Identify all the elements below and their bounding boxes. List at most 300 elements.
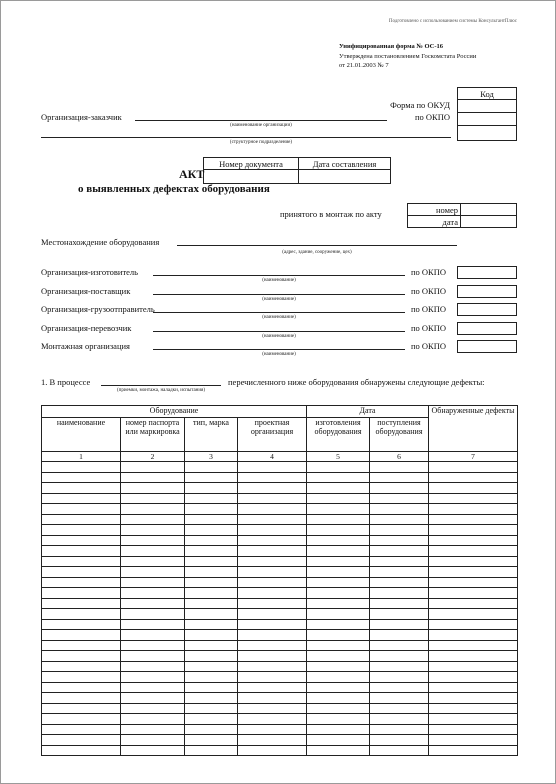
table-cell[interactable] (307, 588, 370, 599)
okud-field[interactable] (458, 100, 517, 113)
table-cell[interactable] (429, 651, 518, 662)
col-name-header: наименование (42, 418, 121, 452)
table-cell[interactable] (42, 640, 121, 651)
install-number-field[interactable] (461, 204, 517, 216)
table-cell[interactable] (370, 504, 429, 515)
table-cell[interactable] (429, 672, 518, 683)
table-cell[interactable] (238, 724, 307, 735)
table-cell[interactable] (429, 619, 518, 630)
table-cell[interactable] (121, 724, 185, 735)
table-cell[interactable] (42, 630, 121, 641)
org-label: Организация-грузоотправитель (41, 304, 155, 314)
defects-table (41, 405, 518, 756)
table-cell[interactable] (185, 546, 238, 557)
table-row (42, 714, 518, 725)
table-cell[interactable] (42, 682, 121, 693)
table-cell[interactable] (121, 682, 185, 693)
table-cell[interactable] (185, 567, 238, 578)
table-cell[interactable] (121, 525, 185, 536)
table-cell[interactable] (307, 640, 370, 651)
table-row (42, 735, 518, 746)
table-cell[interactable] (429, 577, 518, 588)
table-cell[interactable] (185, 651, 238, 662)
table-cell[interactable] (370, 640, 429, 651)
table-row (42, 619, 518, 630)
table-cell[interactable] (185, 525, 238, 536)
table-row (42, 693, 518, 704)
table-cell[interactable] (307, 609, 370, 620)
install-date-label: дата (408, 216, 461, 228)
table-cell[interactable] (121, 609, 185, 620)
doc-number-field[interactable] (204, 170, 299, 184)
act-subtitle: о выявленных дефектах оборудования (78, 183, 270, 195)
table-cell[interactable] (42, 546, 121, 557)
col-number: 5 (307, 452, 370, 462)
table-cell[interactable] (429, 693, 518, 704)
code-header: Код (458, 88, 517, 100)
table-cell[interactable] (429, 472, 518, 483)
table-cell[interactable] (370, 598, 429, 609)
table-row (42, 651, 518, 662)
table-cell[interactable] (370, 630, 429, 641)
table-cell[interactable] (238, 483, 307, 494)
table-cell[interactable] (42, 462, 121, 473)
doc-date-field[interactable] (299, 170, 391, 184)
table-cell[interactable] (42, 483, 121, 494)
table-cell[interactable] (238, 525, 307, 536)
table-row (42, 472, 518, 483)
table-cell[interactable] (121, 703, 185, 714)
table-cell[interactable] (307, 682, 370, 693)
table-cell[interactable] (307, 577, 370, 588)
table-row (42, 556, 518, 567)
table-cell[interactable] (429, 514, 518, 525)
customer-label: Организация-заказчик (41, 112, 122, 122)
table-cell[interactable] (42, 703, 121, 714)
table-cell[interactable] (370, 714, 429, 725)
col-number: 4 (238, 452, 307, 462)
table-cell[interactable] (429, 745, 518, 756)
table-cell[interactable] (429, 682, 518, 693)
table-cell[interactable] (185, 462, 238, 473)
table-cell[interactable] (307, 693, 370, 704)
table-row (42, 724, 518, 735)
table-cell[interactable] (307, 735, 370, 746)
table-row (42, 682, 518, 693)
table-row (42, 640, 518, 651)
table-cell[interactable] (307, 630, 370, 641)
table-cell[interactable] (307, 714, 370, 725)
table-cell[interactable] (42, 745, 121, 756)
table-cell[interactable] (238, 598, 307, 609)
col-number: 6 (370, 452, 429, 462)
table-cell[interactable] (370, 682, 429, 693)
doc-number-header: Номер документа (204, 158, 299, 170)
table-cell[interactable] (307, 598, 370, 609)
table-cell[interactable] (307, 651, 370, 662)
table-cell[interactable] (185, 735, 238, 746)
table-cell[interactable] (42, 661, 121, 672)
doc-date-header: Дата составления (299, 158, 391, 170)
table-cell[interactable] (238, 546, 307, 557)
table-cell[interactable] (370, 483, 429, 494)
table-cell[interactable] (370, 693, 429, 704)
table-cell[interactable] (307, 556, 370, 567)
table-cell[interactable] (370, 472, 429, 483)
org-input-line[interactable] (153, 294, 405, 295)
table-cell[interactable] (121, 472, 185, 483)
group-date-header: Дата (307, 406, 429, 418)
table-row (42, 546, 518, 557)
table-cell[interactable] (307, 619, 370, 630)
table-cell[interactable] (370, 567, 429, 578)
table-cell[interactable] (370, 535, 429, 546)
table-cell[interactable] (370, 462, 429, 473)
table-cell[interactable] (429, 462, 518, 473)
table-cell[interactable] (238, 693, 307, 704)
form-title: Унифицированная форма № ОС-16 (339, 43, 443, 50)
org-hint: (наименование) (262, 333, 296, 339)
table-cell[interactable] (238, 514, 307, 525)
table-cell[interactable] (370, 619, 429, 630)
table-cell[interactable] (185, 472, 238, 483)
table-cell[interactable] (185, 672, 238, 683)
approval-line-1: Утверждена постановлением Госкомстата России (339, 53, 477, 60)
table-cell[interactable] (42, 504, 121, 515)
table-cell[interactable] (238, 472, 307, 483)
table-cell[interactable] (185, 619, 238, 630)
table-cell[interactable] (429, 493, 518, 504)
table-cell[interactable] (307, 703, 370, 714)
table-cell[interactable] (42, 514, 121, 525)
table-cell[interactable] (429, 640, 518, 651)
table-cell[interactable] (370, 514, 429, 525)
table-cell[interactable] (185, 514, 238, 525)
table-cell[interactable] (238, 619, 307, 630)
process-label: 1. В процессе (41, 377, 91, 387)
table-cell[interactable] (121, 672, 185, 683)
org-okpo-label: по ОКПО (411, 322, 447, 333)
table-cell[interactable] (429, 714, 518, 725)
table-cell[interactable] (429, 556, 518, 567)
table-cell[interactable] (429, 525, 518, 536)
org-okpo-field[interactable] (457, 266, 517, 279)
table-cell[interactable] (121, 735, 185, 746)
table-cell[interactable] (307, 661, 370, 672)
table-cell[interactable] (238, 630, 307, 641)
table-cell[interactable] (185, 745, 238, 756)
table-cell[interactable] (370, 588, 429, 599)
defects-header: Обнаруженные дефекты (429, 406, 518, 452)
table-cell[interactable] (238, 462, 307, 473)
table-cell[interactable] (429, 535, 518, 546)
okud-label: Форма по ОКУД (390, 100, 450, 110)
dept-hint: (структурное подразделение) (229, 140, 293, 145)
table-cell[interactable] (307, 672, 370, 683)
table-cell[interactable] (429, 735, 518, 746)
install-date-field[interactable] (461, 216, 517, 228)
table-cell[interactable] (429, 703, 518, 714)
table-cell[interactable] (429, 598, 518, 609)
col-number: 3 (185, 452, 238, 462)
org-input-line[interactable] (153, 331, 405, 332)
org-okpo-label: по ОКПО (411, 304, 447, 314)
group-equipment-header: Оборудование (42, 406, 307, 418)
table-cell[interactable] (42, 525, 121, 536)
table-cell[interactable] (42, 714, 121, 725)
table-row (42, 525, 518, 536)
table-cell[interactable] (429, 609, 518, 620)
table-cell[interactable] (238, 745, 307, 756)
table-row (42, 630, 518, 641)
table-cell[interactable] (185, 703, 238, 714)
org-hint: (наименование) (262, 296, 296, 302)
table-cell[interactable] (238, 556, 307, 567)
table-cell[interactable] (121, 640, 185, 651)
dept-code-field[interactable] (458, 126, 517, 141)
table-cell[interactable] (307, 724, 370, 735)
table-row (42, 577, 518, 588)
col-passport-header: номер паспорта или маркировка (121, 418, 185, 452)
org-label: Организация-изготовитель (41, 267, 139, 277)
col-design-header: проектная организация (238, 418, 307, 452)
install-number-label: номер (408, 204, 461, 216)
org-okpo-field[interactable] (457, 285, 517, 298)
table-cell[interactable] (429, 504, 518, 515)
table-row (42, 483, 518, 494)
table-cell[interactable] (185, 630, 238, 641)
table-cell[interactable] (42, 693, 121, 704)
table-row (42, 588, 518, 599)
table-cell[interactable] (121, 619, 185, 630)
table-cell[interactable] (185, 682, 238, 693)
table-cell[interactable] (121, 693, 185, 704)
table-cell[interactable] (121, 588, 185, 599)
table-cell[interactable] (185, 504, 238, 515)
table-cell[interactable] (42, 535, 121, 546)
table-cell[interactable] (429, 567, 518, 578)
act-title: АКТ (179, 167, 205, 181)
table-cell[interactable] (121, 504, 185, 515)
table-cell[interactable] (185, 577, 238, 588)
table-cell[interactable] (370, 661, 429, 672)
table-cell[interactable] (185, 598, 238, 609)
table-cell[interactable] (185, 588, 238, 599)
org-input-line[interactable] (153, 275, 405, 276)
table-cell[interactable] (121, 514, 185, 525)
table-cell[interactable] (238, 535, 307, 546)
table-row (42, 598, 518, 609)
col-number: 1 (42, 452, 121, 462)
table-cell[interactable] (238, 714, 307, 725)
col-number: 2 (121, 452, 185, 462)
table-cell[interactable] (185, 556, 238, 567)
table-cell[interactable] (238, 682, 307, 693)
okpo-label: по ОКПО (414, 112, 450, 122)
table-cell[interactable] (121, 546, 185, 557)
table-cell[interactable] (370, 546, 429, 557)
table-cell[interactable] (238, 493, 307, 504)
table-cell[interactable] (42, 567, 121, 578)
table-cell[interactable] (185, 493, 238, 504)
table-cell[interactable] (185, 609, 238, 620)
table-row (42, 504, 518, 515)
process-hint: (приемки, монтажа, наладки, испытания) (117, 388, 205, 393)
org-input-line[interactable] (153, 312, 405, 313)
table-cell[interactable] (307, 745, 370, 756)
table-cell[interactable] (370, 556, 429, 567)
table-cell[interactable] (429, 483, 518, 494)
table-cell[interactable] (42, 588, 121, 599)
table-cell[interactable] (370, 609, 429, 620)
table-cell[interactable] (185, 724, 238, 735)
table-cell[interactable] (121, 535, 185, 546)
install-table (407, 203, 517, 228)
table-cell[interactable] (238, 651, 307, 662)
process-tail: перечисленного ниже оборудования обнаружены следующие дефекты: (228, 377, 485, 387)
table-cell[interactable] (429, 588, 518, 599)
table-cell[interactable] (307, 504, 370, 515)
table-cell[interactable] (238, 504, 307, 515)
table-cell[interactable] (429, 724, 518, 735)
table-cell[interactable] (238, 703, 307, 714)
code-box (457, 87, 517, 141)
table-cell[interactable] (238, 588, 307, 599)
table-cell[interactable] (370, 703, 429, 714)
org-label: Организация-перевозчик (41, 322, 132, 333)
table-cell[interactable] (42, 556, 121, 567)
col-received-header: поступления оборудования (370, 418, 429, 452)
org-okpo-field[interactable] (457, 322, 517, 335)
okpo-customer-field[interactable] (458, 113, 517, 126)
location-hint: (адрес, здание, сооружение, цех) (282, 250, 352, 255)
table-row (42, 745, 518, 756)
table-row (42, 535, 518, 546)
table-cell[interactable] (238, 567, 307, 578)
table-cell[interactable] (42, 724, 121, 735)
table-cell[interactable] (429, 630, 518, 641)
table-cell[interactable] (307, 514, 370, 525)
approval-line-2: от 21.01.2003 № 7 (339, 62, 389, 69)
table-cell[interactable] (307, 535, 370, 546)
table-cell[interactable] (238, 640, 307, 651)
col-type-header: тип, марка (185, 418, 238, 452)
table-cell[interactable] (121, 483, 185, 494)
org-okpo-field[interactable] (457, 340, 517, 353)
table-cell[interactable] (307, 546, 370, 557)
dept-input-line[interactable] (41, 137, 451, 138)
table-cell[interactable] (185, 714, 238, 725)
table-cell[interactable] (185, 693, 238, 704)
table-cell[interactable] (370, 672, 429, 683)
table-cell[interactable] (121, 462, 185, 473)
table-cell[interactable] (238, 609, 307, 620)
table-cell[interactable] (121, 567, 185, 578)
org-input-line[interactable] (153, 349, 405, 350)
org-label: Монтажная организация (41, 341, 130, 351)
table-cell[interactable] (307, 493, 370, 504)
table-cell[interactable] (370, 745, 429, 756)
customer-hint: (наименование организации) (230, 123, 292, 128)
table-row (42, 514, 518, 525)
table-cell[interactable] (307, 462, 370, 473)
table-cell[interactable] (307, 567, 370, 578)
table-row (42, 661, 518, 672)
table-cell[interactable] (307, 483, 370, 494)
table-cell[interactable] (307, 472, 370, 483)
table-cell[interactable] (42, 672, 121, 683)
table-cell[interactable] (238, 577, 307, 588)
table-cell[interactable] (121, 651, 185, 662)
table-cell[interactable] (185, 483, 238, 494)
table-cell[interactable] (238, 661, 307, 672)
table-row (42, 609, 518, 620)
table-cell[interactable] (121, 630, 185, 641)
table-cell[interactable] (370, 577, 429, 588)
org-okpo-label: по ОКПО (411, 341, 447, 351)
table-cell[interactable] (42, 651, 121, 662)
table-cell[interactable] (185, 535, 238, 546)
table-cell[interactable] (42, 577, 121, 588)
table-cell[interactable] (370, 525, 429, 536)
table-cell[interactable] (42, 609, 121, 620)
table-cell[interactable] (121, 493, 185, 504)
table-cell[interactable] (370, 735, 429, 746)
table-cell[interactable] (121, 556, 185, 567)
table-row (42, 493, 518, 504)
org-hint: (наименование) (262, 352, 296, 357)
table-cell[interactable] (238, 735, 307, 746)
table-cell[interactable] (307, 525, 370, 536)
location-input-line[interactable] (177, 245, 457, 246)
org-okpo-field[interactable] (457, 303, 517, 316)
table-cell[interactable] (370, 724, 429, 735)
org-label: Организация-поставщик (41, 285, 131, 296)
col-made-header: изготовления оборудования (307, 418, 370, 452)
install-label: принятого в монтаж по акту (280, 209, 382, 219)
table-cell[interactable] (121, 714, 185, 725)
table-cell[interactable] (121, 577, 185, 588)
consultant-note: Подготовлено с использованием системы КонсультантПлюс (388, 19, 517, 24)
org-okpo-label: по ОКПО (411, 267, 447, 277)
customer-input-line[interactable] (135, 120, 387, 121)
table-cell[interactable] (429, 546, 518, 557)
table-cell[interactable] (185, 661, 238, 672)
table-cell[interactable] (42, 598, 121, 609)
table-row (42, 703, 518, 714)
process-input-line[interactable] (101, 385, 221, 386)
table-cell[interactable] (185, 640, 238, 651)
table-row (42, 672, 518, 683)
doc-number-table (203, 157, 391, 184)
table-cell[interactable] (121, 598, 185, 609)
table-cell[interactable] (42, 493, 121, 504)
table-cell[interactable] (42, 735, 121, 746)
org-hint: (наименование) (262, 278, 296, 283)
table-row (42, 462, 518, 473)
table-cell[interactable] (121, 661, 185, 672)
table-cell[interactable] (238, 672, 307, 683)
location-label: Местонахождение оборудования (41, 237, 160, 247)
table-cell[interactable] (42, 472, 121, 483)
table-body (42, 462, 518, 756)
table-cell[interactable] (42, 619, 121, 630)
table-cell[interactable] (370, 493, 429, 504)
table-cell[interactable] (370, 651, 429, 662)
table-row (42, 567, 518, 578)
table-cell[interactable] (121, 745, 185, 756)
table-cell[interactable] (429, 661, 518, 672)
